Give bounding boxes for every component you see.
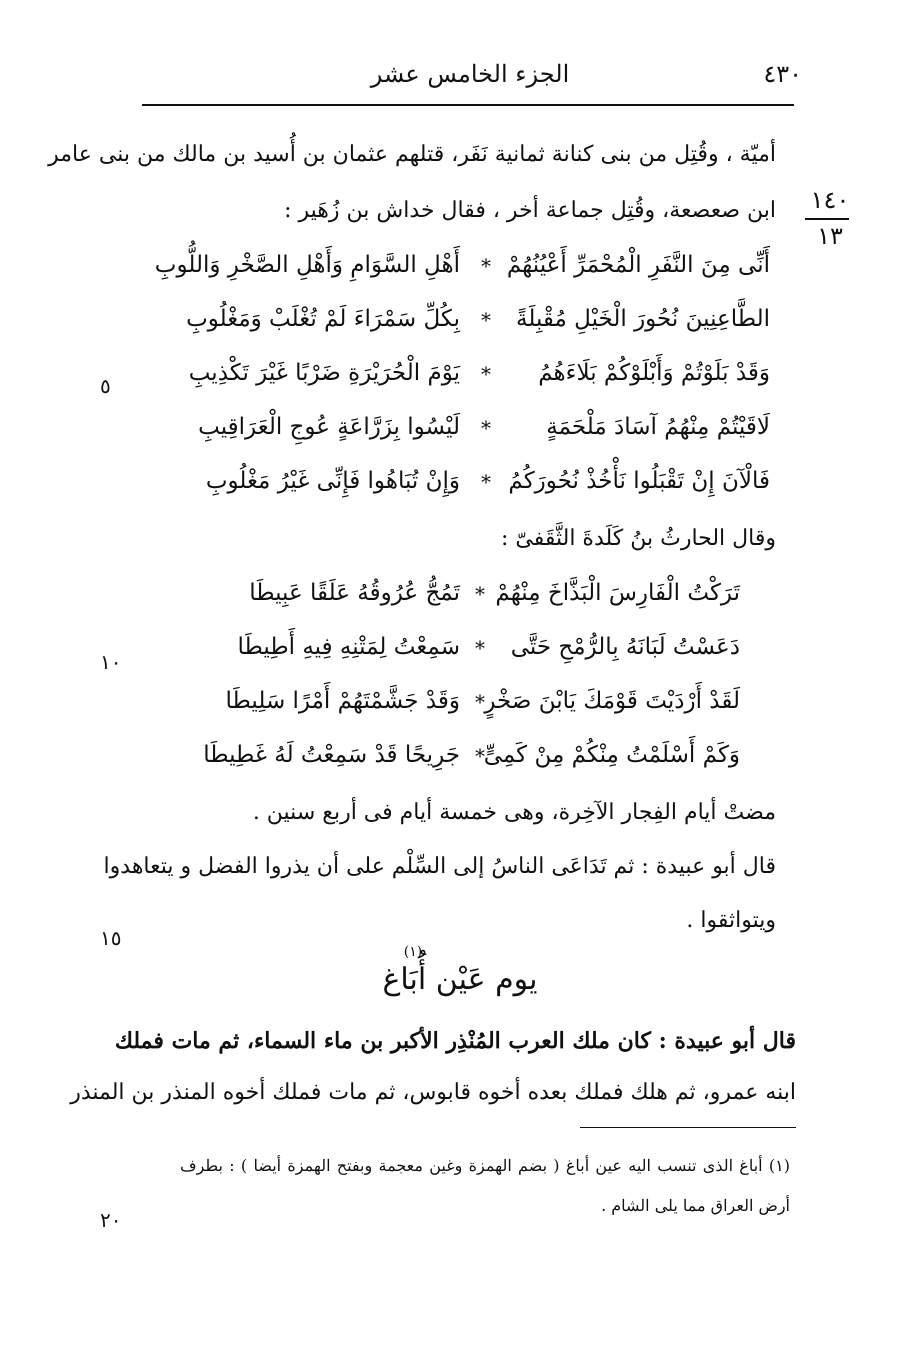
margin-ref-bottom: ١٣ xyxy=(817,222,843,250)
intro-line-2: ابن صعصعة، وقُتِل جماعة أخر ، فقال خداش بن زُهَير : xyxy=(284,198,776,223)
section-heading: يوم عَيْن أُبَاغ xyxy=(382,962,538,997)
verse-second-hemistich: وَقَدْ جَشَّمْتَهُمْ أَمْرًا سَلِيطَا xyxy=(225,688,460,714)
verse-second-hemistich: وَإِنْ تُبَاهُوا فَإِنِّى غَيْرُ مَغْلُوبِ xyxy=(205,468,460,494)
verse-separator: * xyxy=(475,690,485,714)
verse-first-hemistich: وَقَدْ بَلَوْتُمْ وَأَبْلَوْكُمْ بَلَاءَهُمُ xyxy=(538,360,770,386)
verse-first-hemistich: لَقَدْ أَرْدَيْتَ قَوْمَكَ يَابْنَ صَخْرٍ xyxy=(484,688,740,714)
poem2-intro: وقال الحارثُ بنُ كَلَدةَ الثَّقَفىّ : xyxy=(500,526,776,551)
poem2-verse-1 xyxy=(220,580,740,620)
verse-second-hemistich: جَرِيحًا قَدْ سَمِعْتُ لَهُ غَطِيطَا xyxy=(203,742,460,768)
poem1-verse-4 xyxy=(200,414,770,454)
verse-second-hemistich: لَيْسُوا بِزَرَّاعَةٍ عُوجِ الْعَرَاقِيبِ xyxy=(198,414,460,440)
closing-line: مضتْ أيام الفِجار الآخِرة، وهى خمسة أيام فى أربع سنين . xyxy=(252,800,776,825)
verse-separator: * xyxy=(481,416,491,440)
margin-ref-rule xyxy=(805,218,849,220)
line-number-20: ٢٠ xyxy=(100,1208,122,1232)
verse-second-hemistich: أَهْلِ السَّوَامِ وَأَهْلِ الصَّخْرِ وَاللُّوبِ xyxy=(154,252,460,278)
header-rule xyxy=(142,104,794,106)
intro-line-1: أميّة ، وقُتِل من بنى كنانة ثمانية نَفَر، قتلهم عثمان بن أُسيد بن مالك من بنى عامر xyxy=(48,142,776,167)
footnote-line-1: (١) أباغ الذى تنسب اليه عين أباغ ( بضم الهمزة وغين معجمة وبفتح الهمزة أيضا ) : بطرف xyxy=(180,1156,790,1175)
footnote-line-2: أرض العراق مما يلى الشام . xyxy=(601,1196,790,1215)
line-number-10: ١٠ xyxy=(100,650,122,674)
verse-first-hemistich: الطَّاعِنِينَ نُحُورَ الْخَيْلِ مُقْبِلَةً xyxy=(516,306,770,332)
verse-separator: * xyxy=(475,744,485,768)
abu-ubayda-2-line-1: قال أبو عبيدة : كان ملك العرب المُنْذِر الأكبر بن ماء السماء، ثم مات فملك xyxy=(114,1028,796,1054)
verse-second-hemistich: سَمِعْتُ لِمَتْنِهِ فِيهِ أَطِيطَا xyxy=(237,634,460,660)
verse-separator: * xyxy=(481,308,491,332)
footnote-rule xyxy=(580,1127,796,1128)
poem2-verse-4 xyxy=(203,742,740,782)
poem1-verse-2 xyxy=(186,306,770,346)
margin-ref-top: ١٤٠ xyxy=(810,186,850,214)
poem2-verse-2 xyxy=(220,634,740,674)
poem1-verse-1 xyxy=(154,252,770,292)
running-title: الجزء الخامس عشر xyxy=(370,60,570,88)
verse-first-hemistich: أَنِّى مِنَ النَّفَرِ الْمُحْمَرِّ أَعْيُنُهُمْ xyxy=(506,252,770,278)
abu-ubayda-1-line-2: ويتواثقوا . xyxy=(686,908,776,933)
poem2-verse-3 xyxy=(220,688,740,728)
heading-footnote-mark: (١) xyxy=(403,944,423,960)
verse-first-hemistich: لَاقَيْتُمْ مِنْهُمُ آسَادَ مَلْحَمَةٍ xyxy=(546,414,770,440)
verse-second-hemistich: تَمُجُّ عُرُوقُهُ عَلَقًا عَبِيطَا xyxy=(249,580,460,606)
verse-second-hemistich: يَوْمَ الْحُرَيْرَةِ ضَرْبًا غَيْرَ تَكْذِيبِ xyxy=(188,360,460,386)
line-number-15: ١٥ xyxy=(100,926,122,950)
poem1-verse-5 xyxy=(200,468,770,508)
verse-separator: * xyxy=(475,582,485,606)
verse-first-hemistich: وَكَمْ أَسْلَمْتُ مِنْكُمْ مِنْ كَمِىٍّ xyxy=(483,742,740,768)
abu-ubayda-2-line-2: ابنه عمرو، ثم هلك فملك بعده أخوه قابوس، ثم مات فملك أخوه المنذر بن المنذر xyxy=(70,1080,796,1105)
verse-second-hemistich: بِكُلِّ سَمْرَاءَ لَمْ تُغْلَبْ وَمَغْلُوبِ xyxy=(186,306,460,332)
abu-ubayda-1-line-1: قال أبو عبيدة : ثم تَدَاعَى الناسُ إلى السِّلْم على أن يذروا الفضل و يتعاهدوا xyxy=(103,854,776,879)
verse-first-hemistich: دَعَسْتُ لَبَانَهُ بِالرُّمْحِ حَتَّى xyxy=(510,634,740,660)
line-number-5: ٥ xyxy=(100,374,111,398)
verse-separator: * xyxy=(481,470,491,494)
poem1-verse-3 xyxy=(188,360,770,400)
verse-separator: * xyxy=(481,254,491,278)
page-number: ٤٣٠ xyxy=(763,60,802,88)
verse-first-hemistich: تَرَكْتُ الْفَارِسَ الْبَذَّاخَ مِنْهُمْ xyxy=(495,580,740,606)
verse-first-hemistich: فَالْآنَ إِنْ تَقْبَلُوا نَأْخُذْ نُحُورَكُمُ xyxy=(508,468,770,494)
verse-separator: * xyxy=(481,362,491,386)
verse-separator: * xyxy=(475,636,485,660)
